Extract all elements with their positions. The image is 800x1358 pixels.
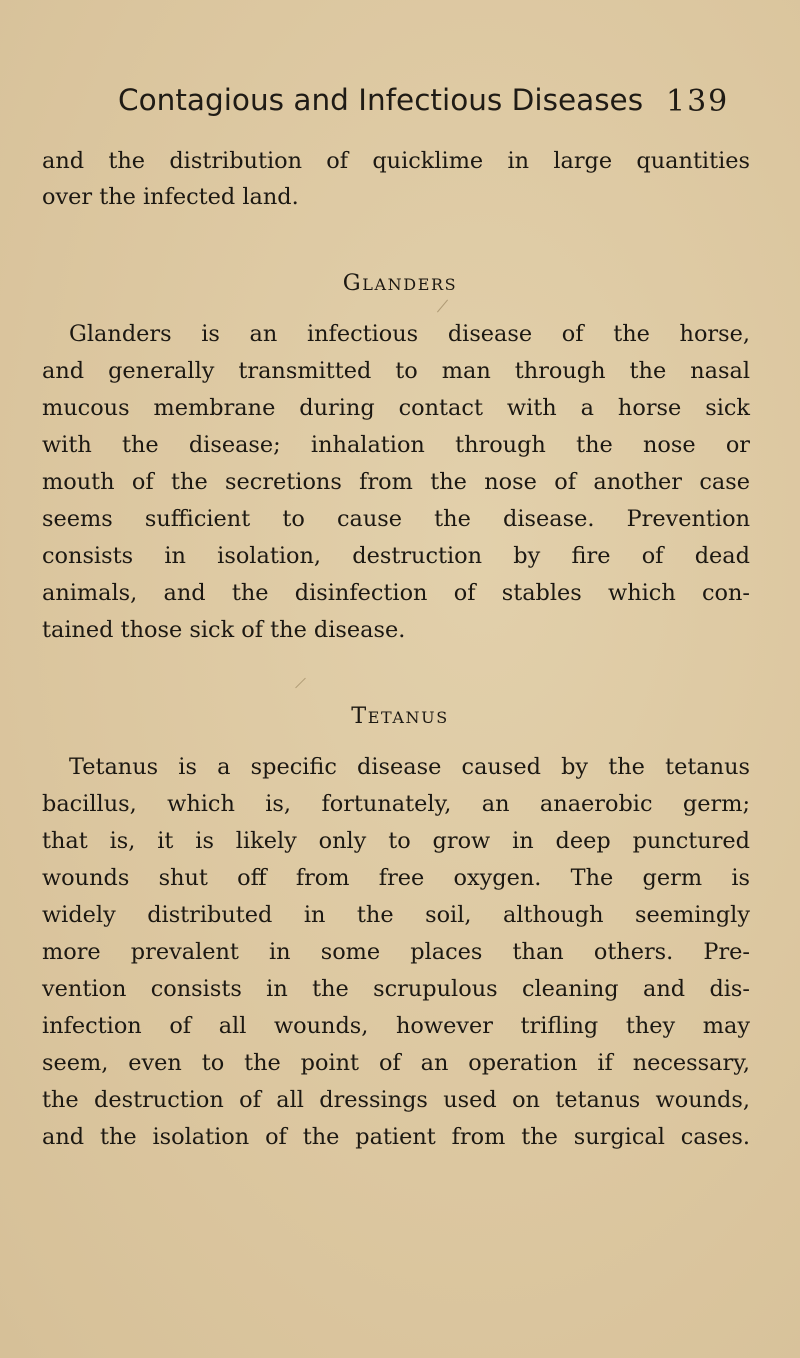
tetanus-line-3: that is, it is likely only to grow in deep punctured: [42, 828, 750, 854]
page-number: 139: [666, 84, 730, 119]
glanders-line-9: tained those sick of the disease.: [42, 617, 406, 643]
tetanus-line-2: bacillus, which is, fortunately, an anaerobic germ;: [42, 791, 750, 817]
intro-line-1: and the distribution of quicklime in large quantities: [42, 148, 750, 174]
glanders-line-6: seems sufficient to cause the disease. Prevention: [42, 506, 750, 532]
glanders-line-7: consists in isolation, destruction by fire of dead: [42, 543, 750, 569]
glanders-line-4: with the disease; inhalation through the nose or: [42, 432, 750, 458]
paper-mark: [437, 300, 448, 313]
glanders-line-5: mouth of the secretions from the nose of another case: [42, 469, 750, 495]
glanders-line-3: mucous membrane during contact with a horse sick: [42, 395, 750, 421]
tetanus-line-7: vention consists in the scrupulous cleaning and dis-: [42, 976, 750, 1002]
tetanus-line-11: and the isolation of the patient from the surgical cases.: [42, 1124, 750, 1150]
tetanus-line-4: wounds shut off from free oxygen. The germ is: [42, 865, 750, 891]
running-head-title: Contagious and Infectious Diseases: [118, 83, 644, 117]
intro-line-2: over the infected land.: [42, 184, 299, 210]
tetanus-line-10: the destruction of all dressings used on tetanus wounds,: [42, 1087, 750, 1113]
tetanus-line-1: Tetanus is a specific disease caused by the tetanus: [69, 754, 750, 780]
section-heading-tetanus: Tetanus: [351, 703, 449, 729]
paper-mark: [295, 678, 306, 689]
glanders-line-8: animals, and the disinfection of stables which con-: [42, 580, 750, 606]
glanders-line-1: Glanders is an infectious disease of the horse,: [69, 321, 750, 347]
tetanus-line-8: infection of all wounds, however trifling they may: [42, 1013, 750, 1039]
section-heading-glanders: Glanders: [342, 270, 458, 296]
tetanus-line-9: seem, even to the point of an operation if necessary,: [42, 1050, 750, 1076]
tetanus-line-6: more prevalent in some places than others. Pre-: [42, 939, 750, 965]
glanders-line-2: and generally transmitted to man through the nasal: [42, 358, 750, 384]
tetanus-line-5: widely distributed in the soil, although seemingly: [42, 902, 750, 928]
